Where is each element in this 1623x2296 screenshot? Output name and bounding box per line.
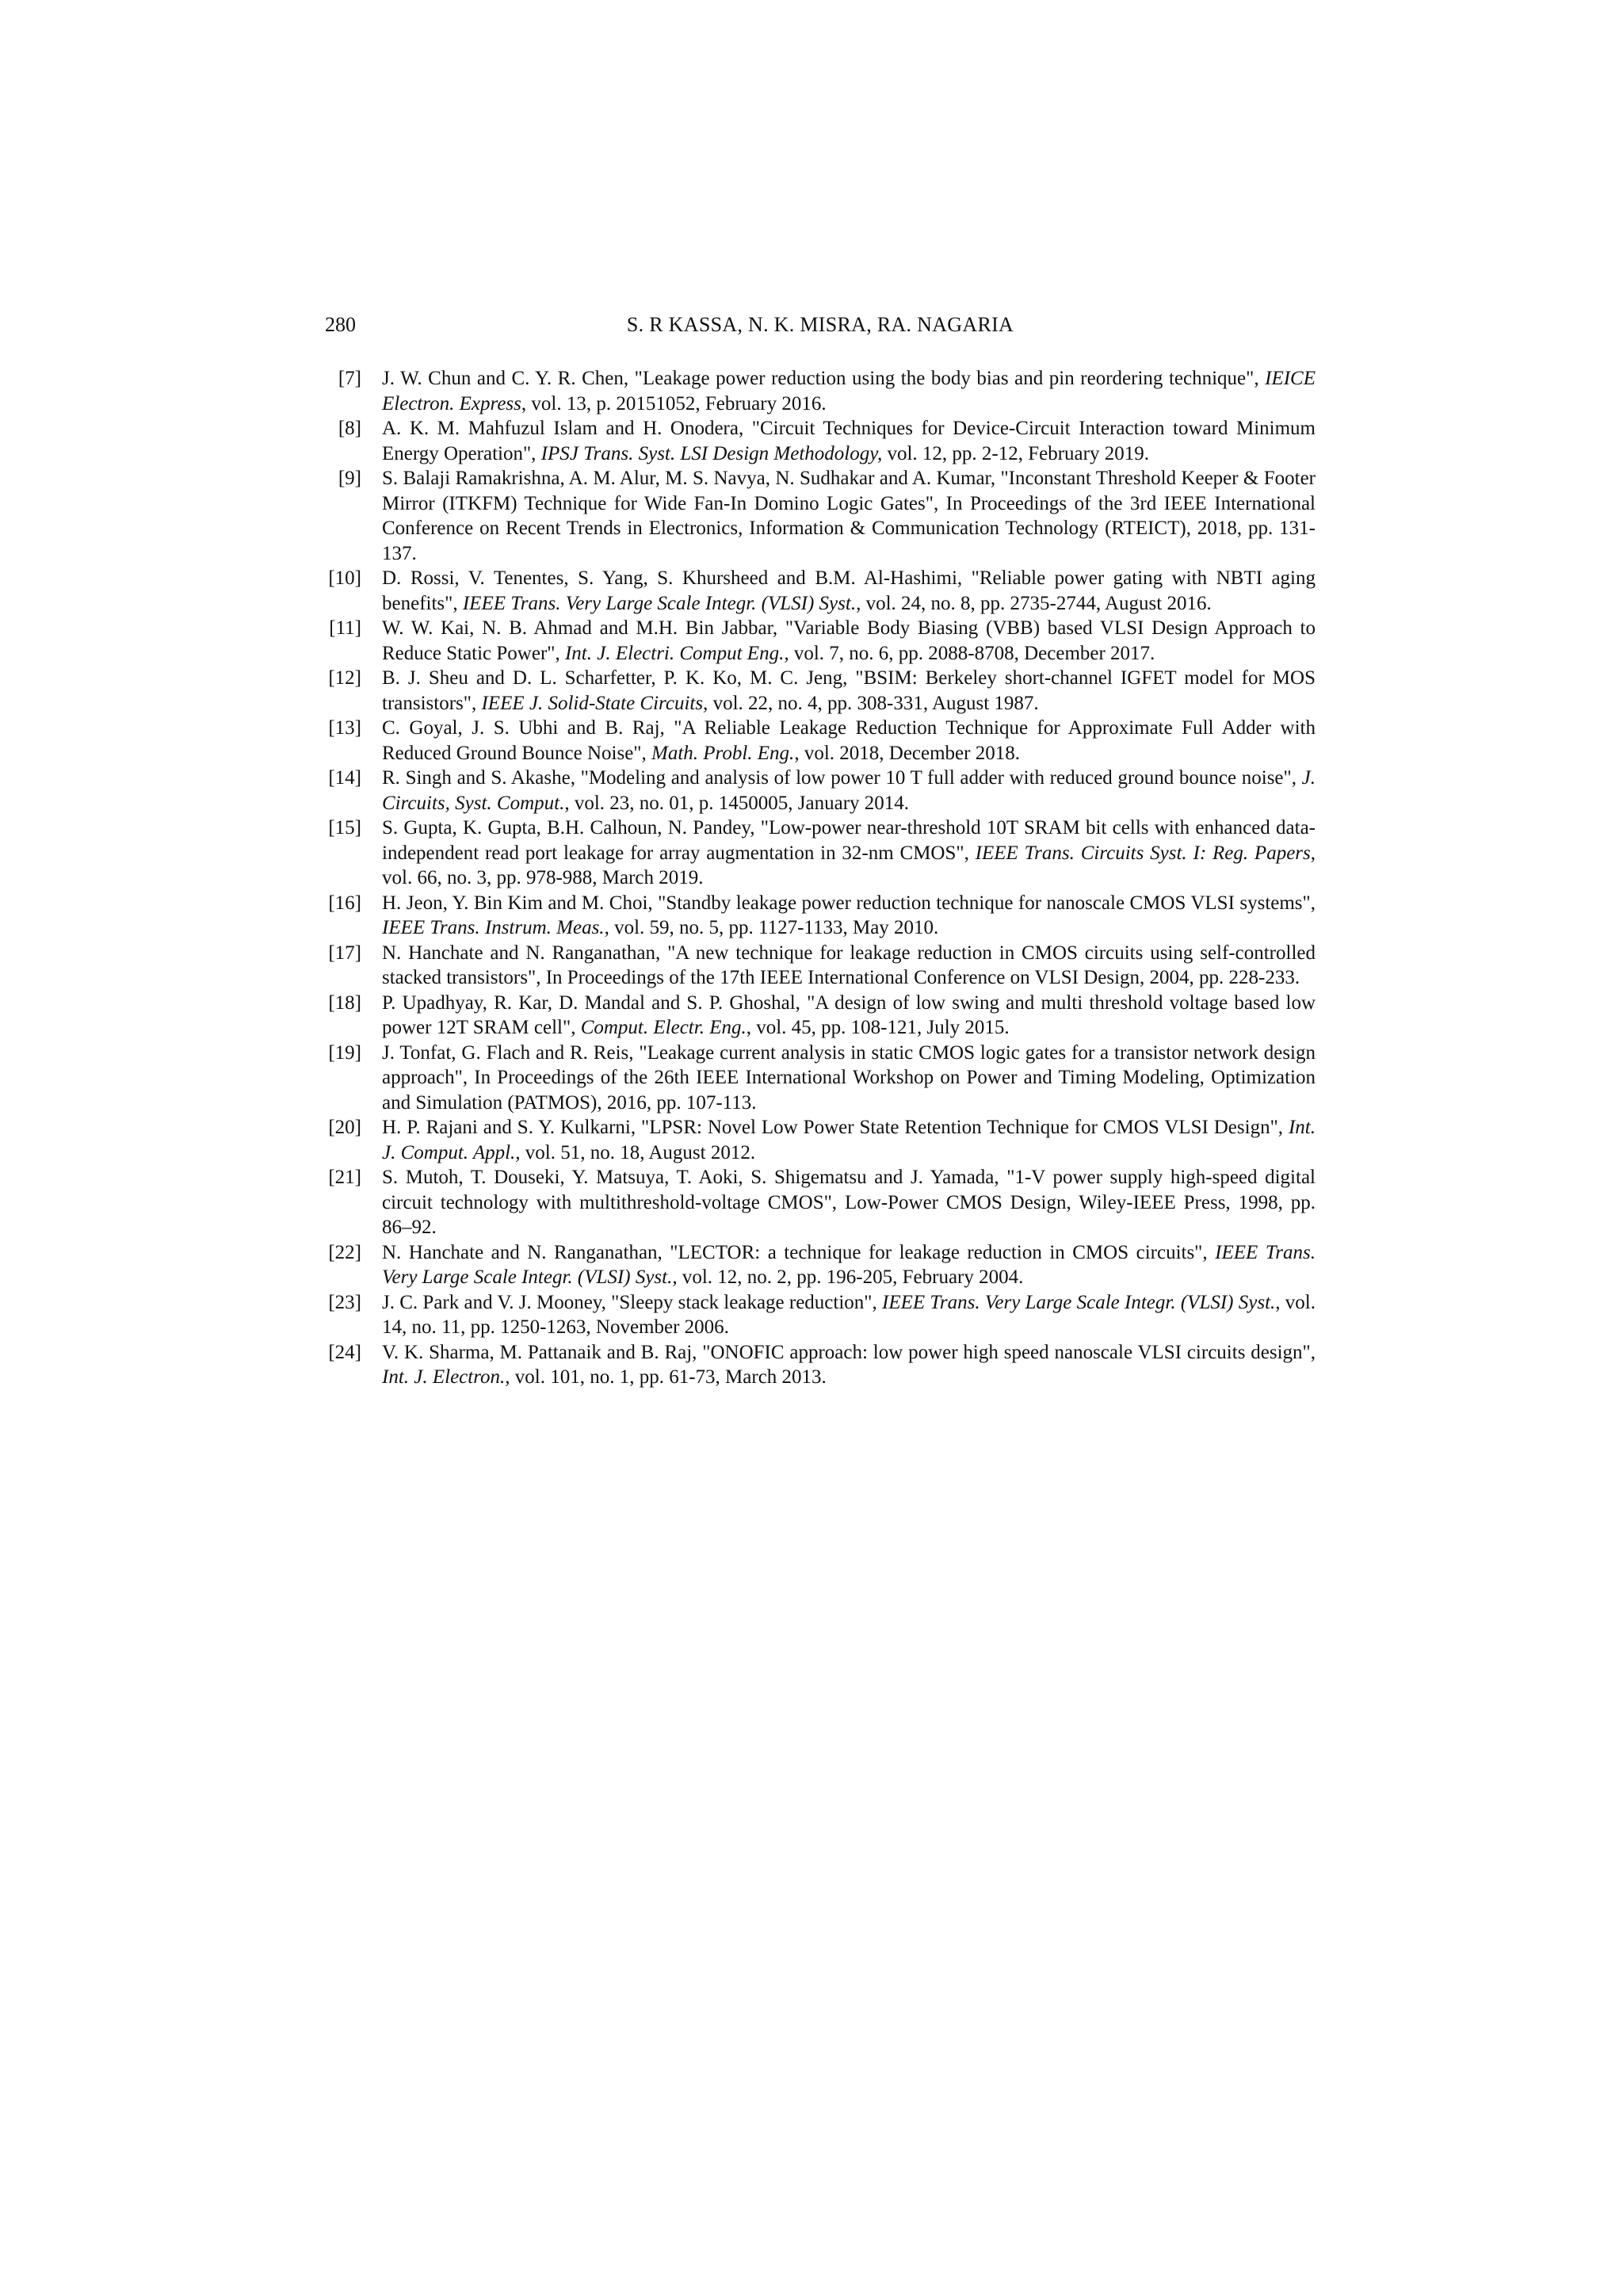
reference-number: [17] <box>328 942 361 964</box>
reference-body: H. P. Rajani and S. Y. Kulkarni, "LPSR: Novel Low Power State Retention Technique for CMOS VLSI Design", <box>382 1117 1289 1138</box>
reference-item <box>325 716 1316 766</box>
reference-body: P. Upadhyay, R. Kar, D. Mandal and S. P. Ghoshal, "A design of low swing and multi threshold voltage based low power 12T SRAM cell", <box>382 991 1316 1038</box>
reference-body: S. Gupta, K. Gupta, B.H. Calhoun, N. Pandey, "Low-power near-threshold 10T SRAM bit cells with enhanced data-independent read port leakage for array augmentation in 32-nm CMOS", <box>382 817 1316 864</box>
reference-text <box>382 666 1316 716</box>
reference-item <box>325 1041 1316 1116</box>
reference-item <box>325 566 1316 616</box>
reference-text <box>382 616 1316 666</box>
page-header <box>325 309 1316 341</box>
reference-text <box>382 716 1316 766</box>
reference-text <box>382 766 1316 816</box>
reference-details: vol. 22, no. 4, pp. 308-331, August 1987. <box>708 692 1039 714</box>
reference-item <box>325 941 1316 991</box>
reference-details: , vol. 45, pp. 108-121, July 2015. <box>746 1017 1010 1038</box>
reference-details: vol. 101, no. 1, pp. 61-73, March 2013. <box>510 1366 827 1388</box>
reference-item <box>325 891 1316 941</box>
reference-body: N. Hanchate and N. Ranganathan, "A new technique for leakage reduction in CMOS circuits using self-controlled stacked transistors", In Proceedings of the 17th IEEE International Conference on VLSI Design, 2004, pp. 228-233. <box>382 942 1316 988</box>
reference-number: [21] <box>328 1167 361 1188</box>
reference-number: [18] <box>328 991 361 1014</box>
reference-number: [13] <box>328 717 361 739</box>
reference-item <box>325 1290 1316 1340</box>
reference-item <box>325 1340 1316 1390</box>
reference-details: , vol. 14, no. 11, pp. 1250-1263, November 2006. <box>382 1291 1316 1338</box>
reference-number: [10] <box>328 567 361 589</box>
reference-item <box>325 766 1316 816</box>
reference-venue: IEEE Trans. Very Large Scale Integr. (VLSI) Syst., <box>462 592 861 614</box>
reference-number: [23] <box>328 1291 361 1313</box>
reference-details: , vol. 66, no. 3, pp. 978-988, March 2019. <box>382 842 1316 888</box>
reference-text <box>382 1041 1316 1116</box>
reference-text <box>382 466 1316 566</box>
reference-number: [15] <box>328 817 361 839</box>
reference-details: , vol. 59, no. 5, pp. 1127-1133, May 2010. <box>604 917 939 938</box>
reference-item <box>325 666 1316 716</box>
reference-body: S. Balaji Ramakrishna, A. M. Alur, M. S. Navya, N. Sudhakar and A. Kumar, "Inconstant Threshold Keeper & Footer Mirror (ITKFM) Technique for Wide Fan-In Domino Logic Gates", In Proceedings of the 3rd IEEE International Conference on Recent Trends in Electronics, Information & Communication Technology (RTEICT), 2018, pp. 131-137. <box>382 468 1316 564</box>
reference-venue: Int. J. Electron., <box>382 1366 510 1388</box>
reference-item <box>325 466 1316 566</box>
reference-item <box>325 1165 1316 1240</box>
page-number: 280 <box>325 313 356 336</box>
reference-venue: IEEE Trans. Very Large Scale Integr. (VLSI) Syst. <box>882 1291 1276 1313</box>
reference-venue: Comput. Electr. Eng. <box>580 1017 747 1038</box>
reference-text <box>382 991 1316 1041</box>
reference-body: C. Goyal, J. S. Ubhi and B. Raj, "A Reliable Leakage Reduction Technique for Approximate Full Adder with Reduced Ground Bounce Noise", <box>382 717 1316 764</box>
reference-body: J. Tonfat, G. Flach and R. Reis, "Leakage current analysis in static CMOS logic gates for a transistor network design approach", In Proceedings of the 26th IEEE International Workshop on Power and Timing Modeling, Optimization and Simulation (PATMOS), 2016, pp. 107-113. <box>382 1041 1316 1114</box>
reference-body: J. W. Chun and C. Y. R. Chen, "Leakage power reduction using the body bias and pin reordering technique", <box>382 368 1266 389</box>
reference-body: H. Jeon, Y. Bin Kim and M. Choi, "Standby leakage power reduction technique for nanoscale CMOS VLSI systems", <box>382 892 1316 914</box>
reference-text <box>382 1340 1316 1390</box>
reference-body: N. Hanchate and N. Ranganathan, "LECTOR: a technique for leakage reduction in CMOS circuits", <box>382 1241 1216 1263</box>
reference-item <box>325 816 1316 891</box>
reference-details: vol. 51, no. 18, August 2012. <box>520 1141 756 1163</box>
reference-body: W. W. Kai, N. B. Ahmad and M.H. Bin Jabbar, "Variable Body Biasing (VBB) based VLSI Design Approach to Reduce Static Power", <box>382 617 1316 664</box>
reference-details: vol. 12, no. 2, pp. 196-205, February 2004. <box>677 1266 1024 1288</box>
reference-text <box>382 1240 1316 1290</box>
reference-venue: Int. J. Electri. Comput Eng., <box>564 642 789 664</box>
reference-item <box>325 416 1316 466</box>
reference-number: [7] <box>338 368 361 389</box>
reference-text <box>382 941 1316 991</box>
reference-text <box>382 1115 1316 1165</box>
reference-number: [12] <box>328 667 361 689</box>
reference-venue: J. Circuits, Syst. Comput. <box>382 767 1316 814</box>
reference-body: J. C. Park and V. J. Mooney, "Sleepy stack leakage reduction", <box>382 1291 883 1313</box>
reference-venue: Int. J. Comput. Appl., <box>382 1117 1316 1163</box>
reference-text <box>382 891 1316 941</box>
reference-number: [11] <box>329 617 361 639</box>
reference-item <box>325 991 1316 1041</box>
reference-item <box>325 616 1316 666</box>
reference-venue: IEEE Trans. Instrum. Meas. <box>382 917 605 938</box>
reference-item <box>325 1240 1316 1290</box>
reference-venue: Math. Probl. Eng. <box>651 742 795 764</box>
reference-body: D. Rossi, V. Tenentes, S. Yang, S. Khursheed and B.M. Al-Hashimi, "Reliable power gating with NBTI aging benefits", <box>382 567 1316 614</box>
reference-number: [20] <box>328 1117 361 1138</box>
reference-item <box>325 366 1316 416</box>
reference-details: , vol. 2018, December 2018. <box>794 742 1020 764</box>
reference-venue: IEEE Trans. Very Large Scale Integr. (VLSI) Syst., <box>382 1241 1316 1288</box>
reference-details: , vol. 23, no. 01, p. 1450005, January 2014. <box>564 792 910 814</box>
reference-venue: IPSJ Trans. Syst. LSI Design Methodology, <box>540 442 883 464</box>
reference-body: R. Singh and S. Akashe, "Modeling and analysis of low power 10 T full adder with reduced ground bounce noise", <box>382 767 1302 789</box>
reference-details: vol. 7, no. 6, pp. 2088-8708, December 2017. <box>789 642 1155 664</box>
reference-list <box>325 366 1316 1390</box>
reference-details: , vol. 13, p. 20151052, February 2016. <box>521 392 827 415</box>
reference-text <box>382 416 1316 466</box>
reference-venue: IEEE J. Solid-State Circuits, <box>481 692 708 714</box>
reference-details: vol. 24, no. 8, pp. 2735-2744, August 2016. <box>861 592 1212 614</box>
reference-number: [16] <box>328 892 361 914</box>
reference-body: S. Mutoh, T. Douseki, Y. Matsuya, T. Aoki, S. Shigematsu and J. Yamada, "1-V power supply high-speed digital circuit technology with multithreshold-voltage CMOS", Low-Power CMOS Design, Wiley-IEEE Press, 1998, pp. 86–92. <box>382 1167 1316 1238</box>
reference-number: [22] <box>328 1241 361 1263</box>
reference-body: V. K. Sharma, M. Pattanaik and B. Raj, "ONOFIC approach: low power high speed nanoscale VLSI circuits design", <box>382 1341 1316 1363</box>
running-head: S. R KASSA, N. K. MISRA, RA. NAGARIA <box>626 313 1014 336</box>
reference-text <box>382 816 1316 891</box>
reference-text <box>382 566 1316 616</box>
reference-venue: IEEE Trans. Circuits Syst. I: Reg. Papers <box>975 842 1311 864</box>
reference-details: vol. 12, pp. 2-12, February 2019. <box>882 442 1149 464</box>
reference-number: [19] <box>328 1041 361 1064</box>
reference-number: [24] <box>328 1341 361 1363</box>
reference-text <box>382 1165 1316 1240</box>
reference-text <box>382 1290 1316 1340</box>
reference-body: A. K. M. Mahfuzul Islam and H. Onodera, "Circuit Techniques for Device-Circuit Interaction toward Minimum Energy Operation", <box>382 418 1316 464</box>
reference-venue: IEICE Electron. Express <box>382 368 1316 415</box>
reference-number: [8] <box>338 418 361 439</box>
reference-number: [14] <box>328 767 361 789</box>
reference-item <box>325 1115 1316 1165</box>
reference-number: [9] <box>338 468 361 489</box>
reference-body: B. J. Sheu and D. L. Scharfetter, P. K. Ko, M. C. Jeng, "BSIM: Berkeley short-channel IGFET model for MOS transistors", <box>382 667 1316 714</box>
reference-text <box>382 366 1316 416</box>
